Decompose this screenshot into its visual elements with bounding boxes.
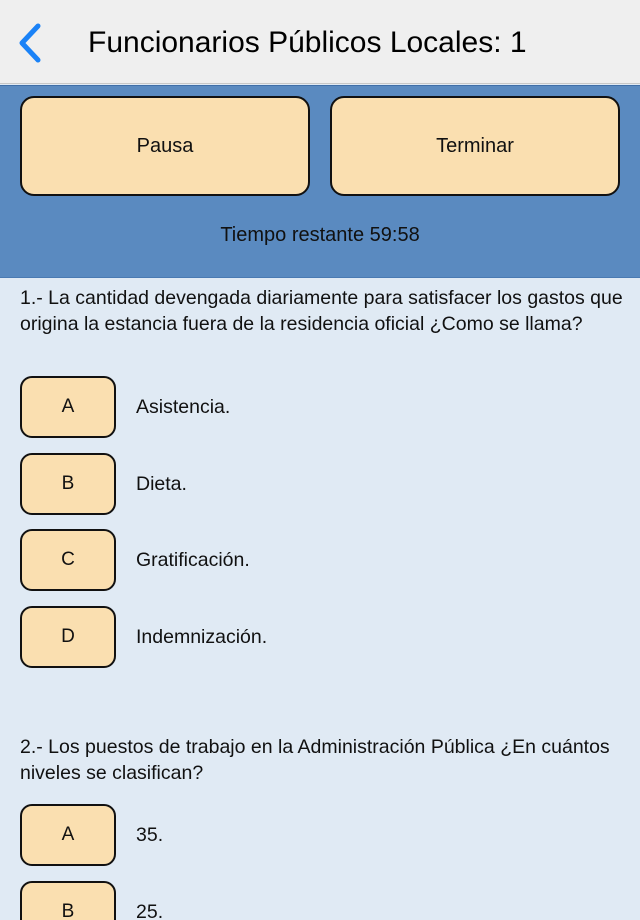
answer-letter-button[interactable]: A [20, 376, 116, 438]
page-title: Funcionarios Públicos Locales: 1 [88, 26, 527, 59]
answer-letter-button[interactable]: B [20, 453, 116, 515]
time-remaining: Tiempo restante 59:58 [220, 224, 420, 246]
answer-letter-button[interactable]: B [20, 881, 116, 920]
answer-option-c[interactable] [20, 529, 250, 591]
answer-option-d[interactable] [20, 606, 267, 668]
question-text: 2.- Los puestos de trabajo en la Administración Pública ¿En cuántos niveles se clasifican? [20, 736, 610, 784]
answer-text: Indemnización. [136, 625, 268, 648]
answer-text: 25. [136, 900, 164, 920]
navigation-bar [0, 0, 640, 84]
answer-letter-button[interactable]: A [20, 804, 116, 866]
question-text: 1.- La cantidad devengada diariamente para satisfacer los gastos que origina la estancia fuera de la residencia oficial ¿Como se llama? [20, 287, 623, 335]
answer-letter-button[interactable]: C [20, 529, 116, 591]
chevron-left-icon [14, 22, 48, 64]
answer-letter-button[interactable]: D [20, 606, 116, 668]
answer-text: Asistencia. [136, 395, 231, 418]
pause-button[interactable]: Pausa [20, 96, 310, 196]
answer-option-b[interactable] [20, 453, 187, 515]
quiz-control-panel [0, 85, 640, 278]
answer-text: Dieta. [136, 472, 187, 495]
answer-option-b[interactable] [20, 881, 163, 920]
answer-text: Gratificación. [136, 548, 250, 571]
answer-option-a[interactable] [20, 376, 230, 438]
answer-option-a[interactable] [20, 804, 163, 866]
finish-button[interactable]: Terminar [330, 96, 620, 196]
back-button[interactable] [14, 22, 48, 64]
answer-text: 35. [136, 823, 164, 846]
